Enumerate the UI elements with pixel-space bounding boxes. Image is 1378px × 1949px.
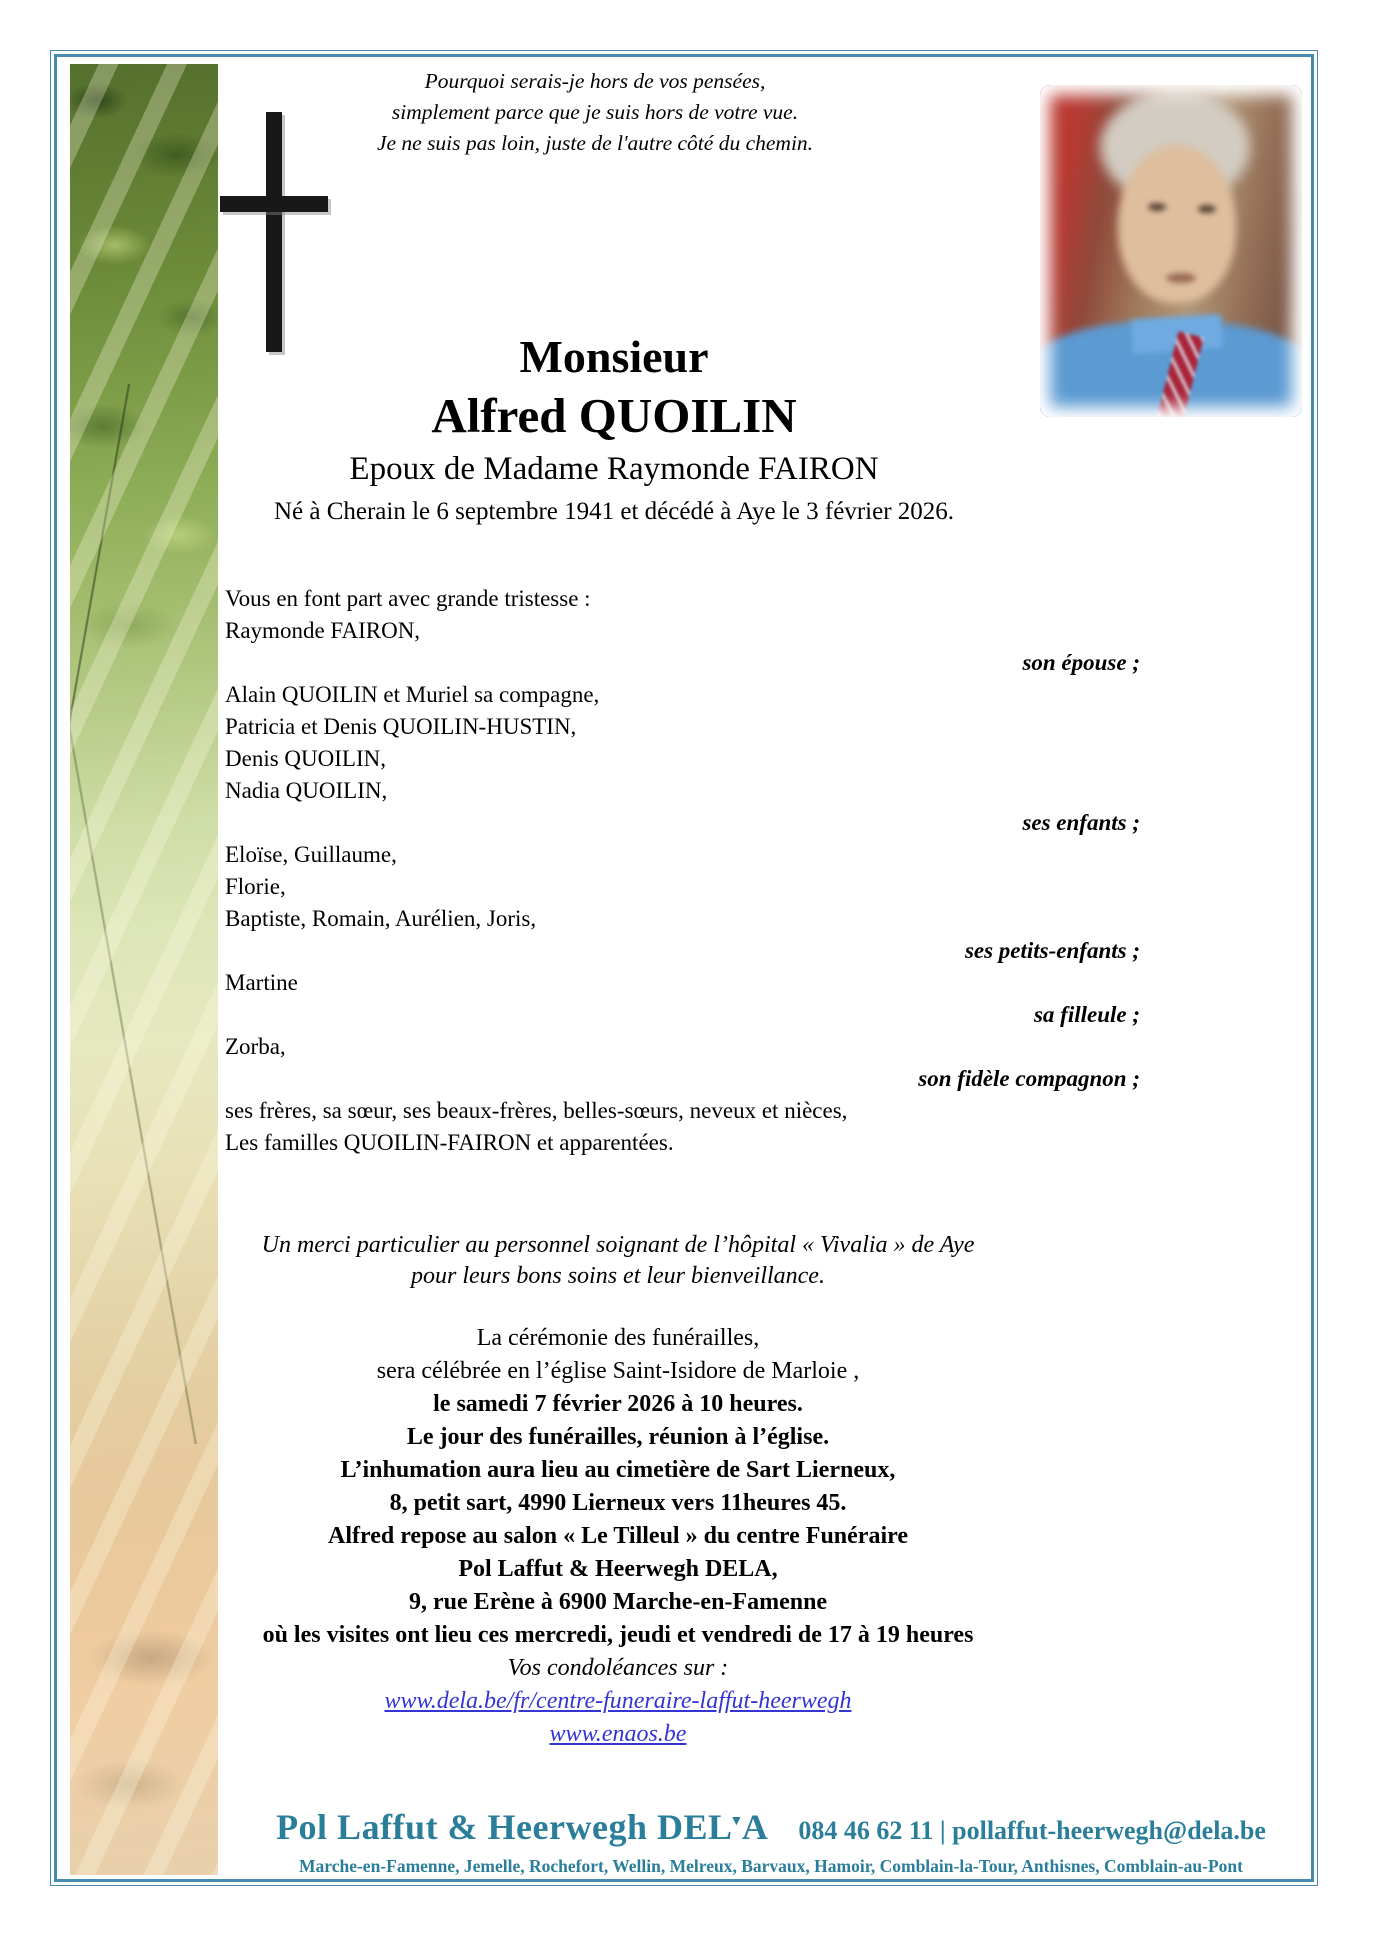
ceremony-details bbox=[218, 1322, 1018, 1751]
brand-triangle-mark: ▼ bbox=[729, 1814, 744, 1829]
footer-contact: 084 46 62 11 | pollaffut-heerwegh@dela.be bbox=[798, 1816, 1266, 1845]
funeral-home-logo bbox=[276, 1806, 768, 1848]
relatives-line: ses frères, sa sœur, ses beaux-frères, belles-sœurs, neveux et nièces, bbox=[225, 1098, 848, 1123]
brand-text: A bbox=[741, 1807, 769, 1847]
portrait-edge-fade bbox=[1040, 85, 1302, 417]
repose-line: où les visites ont lieu ces mercredi, jeudi et vendredi de 17 à 19 heures bbox=[262, 1622, 974, 1648]
meeting-line: Le jour des funérailles, réunion à l’église. bbox=[406, 1424, 830, 1450]
family-line: Raymonde FAIRON, bbox=[225, 618, 421, 643]
family-line: Florie, bbox=[225, 874, 286, 899]
quote-line: simplement parce que je suis hors de votre vue. bbox=[391, 100, 799, 124]
condolences-label: Vos condoléances sur : bbox=[507, 1655, 729, 1681]
intro-line: Vous en font part avec grande tristesse : bbox=[225, 586, 591, 611]
brand-text: Pol Laffut & Heerwegh DEL bbox=[276, 1807, 733, 1847]
role-label: sa filleule ; bbox=[1033, 1002, 1140, 1027]
salutation: Monsieur bbox=[519, 331, 709, 382]
family-line: Eloïse, Guillaume, bbox=[225, 842, 397, 867]
family-line: Alain QUOILIN et Muriel sa compagne, bbox=[225, 682, 600, 707]
repose-line: 9, rue Erène à 6900 Marche-en-Famenne bbox=[408, 1589, 828, 1615]
burial-line: 8, petit sart, 4990 Lierneux vers 11heures 45. bbox=[389, 1490, 847, 1516]
deceased-name: Alfred QUOILIN bbox=[431, 388, 797, 443]
forest-path-photo bbox=[70, 64, 218, 1875]
thanks-line: pour leurs bons soins et leur bienveillance. bbox=[411, 1263, 825, 1289]
family-line: Nadia QUOILIN, bbox=[225, 778, 388, 803]
quote-line: Je ne suis pas loin, juste de l'autre côté du chemin. bbox=[376, 131, 814, 155]
condolences-link-enaos[interactable]: www.enaos.be bbox=[549, 1721, 687, 1747]
portrait-photo bbox=[1040, 85, 1302, 417]
role-label: son fidèle compagnon ; bbox=[918, 1066, 1140, 1091]
role-label: ses petits-enfants ; bbox=[964, 938, 1140, 963]
family-line: Patricia et Denis QUOILIN-HUSTIN, bbox=[225, 714, 577, 739]
ceremony-line: La cérémonie des funérailles, bbox=[476, 1325, 760, 1351]
title-block bbox=[218, 328, 1010, 530]
family-line: Zorba, bbox=[225, 1034, 286, 1059]
family-line: Martine bbox=[225, 970, 298, 995]
burial-line: L’inhumation aura lieu au cimetière de Sart Lierneux, bbox=[340, 1457, 896, 1483]
role-label: son épouse ; bbox=[1022, 650, 1140, 675]
thanks-line: Un merci particulier au personnel soignant de l’hôpital « Vivalia » de Aye bbox=[261, 1232, 975, 1258]
repose-line: Alfred repose au salon « Le Tilleul » du centre Funéraire bbox=[327, 1523, 908, 1549]
footer-brand-row bbox=[225, 1806, 1317, 1848]
footer-locations: Marche-en-Famenne, Jemelle, Rochefort, Wellin, Melreux, Barvaux, Hamoir, Comblain-la-Tour, Anthisnes, Comblain-au-Pont bbox=[298, 1856, 1243, 1876]
cross-vertical-bar bbox=[266, 112, 282, 352]
role-label: ses enfants ; bbox=[1022, 810, 1140, 835]
quote-line: Pourquoi serais-je hors de vos pensées, bbox=[424, 69, 766, 93]
family-line: Denis QUOILIN, bbox=[225, 746, 386, 771]
thanks-note bbox=[218, 1230, 1018, 1292]
life-dates: Né à Cherain le 6 septembre 1941 et décédé à Aye le 3 février 2026. bbox=[273, 498, 955, 525]
cross-horizontal-bar bbox=[220, 196, 328, 212]
memorial-quote bbox=[330, 66, 860, 159]
condolences-link-dela[interactable]: www.dela.be/fr/centre-funeraire-laffut-heerwegh bbox=[384, 1688, 852, 1714]
announcement-body bbox=[225, 583, 1140, 1159]
family-line: Baptiste, Romain, Aurélien, Joris, bbox=[225, 906, 537, 931]
funeral-home-footer bbox=[225, 1806, 1317, 1877]
ceremony-line: sera célébrée en l’église Saint-Isidore de Marloie , bbox=[376, 1358, 860, 1384]
ceremony-date-line: le samedi 7 février 2026 à 10 heures. bbox=[433, 1391, 803, 1417]
families-line: Les familles QUOILIN-FAIRON et apparentées. bbox=[225, 1130, 674, 1155]
repose-line: Pol Laffut & Heerwegh DELA, bbox=[458, 1556, 778, 1582]
spouse-line: Epoux de Madame Raymonde FAIRON bbox=[349, 451, 879, 487]
